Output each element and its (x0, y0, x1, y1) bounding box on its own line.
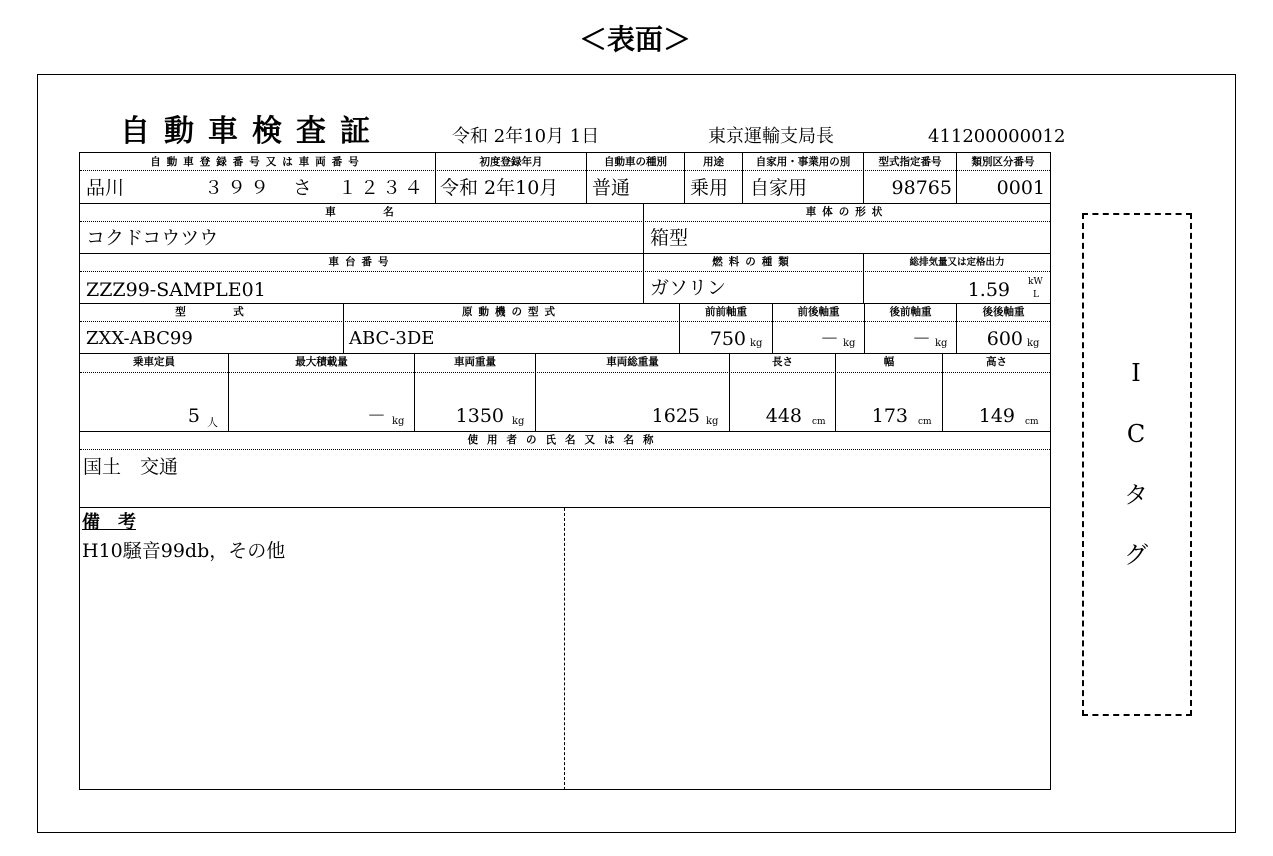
max-load: － (366, 405, 386, 427)
rear-rear-axle-weight: 600 (986, 328, 1023, 350)
fuel-type: ガソリン (650, 277, 727, 299)
header-vehicle-name: 車 名 (325, 206, 398, 218)
ic-tag-char: I (1131, 359, 1141, 387)
header-front-front-axle: 前前軸重 (705, 306, 747, 318)
header-chassis-number: 車台番号 (328, 256, 395, 268)
length: 448 (765, 405, 802, 427)
header-registration-number: 自動車登録番号又は車両番号 (150, 156, 365, 168)
gross-weight: 1625 (651, 405, 700, 427)
issue-date: 令和 2年10月 1日 (452, 126, 600, 147)
header-use: 用途 (703, 156, 724, 168)
serial-number: 411200000012 (928, 126, 1066, 147)
header-type-number: 型式指定番号 (878, 156, 942, 168)
first-registration: 令和 2年10月 (440, 177, 559, 199)
issuer: 東京運輸支局長 (708, 126, 834, 147)
header-user-name: 使用者の氏名又は名称 (467, 434, 663, 446)
unit-liter: L (1033, 290, 1039, 300)
unit-kg: kg (935, 338, 948, 349)
height: 149 (978, 405, 1015, 427)
unit-cm: cm (812, 417, 826, 427)
certificate-form (79, 152, 1051, 790)
passenger-capacity: 5 (187, 405, 200, 427)
rear-front-axle-weight: － (911, 328, 931, 350)
displacement: 1.59 (967, 279, 1010, 301)
certificate-title: 自動車検査証 (120, 114, 384, 149)
ic-tag-char: C (1126, 420, 1146, 448)
body-shape: 箱型 (650, 227, 689, 249)
header-vehicle-kind: 自動車の種別 (604, 156, 667, 168)
unit-cm: cm (1025, 417, 1039, 427)
header-displacement: 総排気量又は定格出力 (909, 257, 1005, 268)
width: 173 (871, 405, 908, 427)
type-number: 98765 (891, 177, 952, 199)
reg-kana: さ (293, 177, 313, 199)
vehicle-weight: 1350 (455, 405, 504, 427)
front-rear-axle-weight: － (819, 328, 839, 350)
header-fuel-type: 燃料の種類 (712, 256, 795, 268)
header-gross-weight: 車両総重量 (606, 356, 659, 368)
vehicle-name: コクドコウツウ (86, 227, 219, 249)
unit-kg: kg (706, 416, 719, 427)
header-max-load: 最大積載量 (295, 356, 348, 368)
header-width: 幅 (883, 356, 895, 368)
engine-model: ABC-3DE (349, 328, 435, 349)
ic-tag-area (1082, 213, 1192, 716)
ic-tag-char: タ (1124, 481, 1148, 509)
unit-kg: kg (1027, 338, 1040, 349)
header-height: 高さ (986, 356, 1007, 368)
front-front-axle-weight: 750 (709, 328, 746, 350)
unit-kw: kW (1028, 277, 1043, 287)
header-first-registration: 初度登録年月 (479, 156, 543, 168)
header-vehicle-weight: 車両重量 (454, 356, 496, 368)
header-private-business: 自家用・事業用の別 (755, 156, 851, 168)
unit-kg: kg (843, 338, 856, 349)
ic-tag-char: グ (1124, 541, 1148, 569)
use: 乗用 (690, 177, 729, 199)
header-engine-model: 原動機の型式 (462, 306, 561, 318)
unit-kg: kg (512, 416, 525, 427)
remarks-text: H10騒音99db，その他 (82, 540, 286, 562)
unit-kg: kg (392, 416, 405, 427)
chassis-number: ZZZ99-SAMPLE01 (86, 279, 266, 301)
header-rear-front-axle: 後前軸重 (889, 306, 932, 318)
remarks-label: 備 考 (82, 512, 136, 533)
private-business: 自家用 (750, 177, 808, 199)
unit-kg: kg (750, 338, 763, 349)
header-length: 長さ (772, 356, 793, 368)
header-body-shape: 車体の形状 (805, 206, 889, 218)
class-number: 0001 (996, 177, 1045, 199)
vehicle-kind: 普通 (592, 177, 631, 199)
header-capacity: 乗車定員 (133, 356, 175, 368)
page-heading: ＜表面＞ (578, 23, 691, 56)
header-model: 型 式 (175, 306, 248, 318)
reg-office: 品川 (86, 177, 125, 199)
header-rear-rear-axle: 後後軸重 (982, 306, 1025, 318)
user-name: 国土 交通 (83, 456, 179, 478)
model: ZXX-ABC99 (86, 328, 193, 349)
header-class-number: 類別区分番号 (971, 156, 1035, 168)
unit-person: 人 (207, 416, 218, 429)
reg-class: ３９９ (204, 177, 274, 199)
unit-cm: cm (918, 417, 932, 427)
header-front-rear-axle: 前後軸重 (797, 306, 840, 318)
reg-number: １２３４ (338, 177, 427, 199)
